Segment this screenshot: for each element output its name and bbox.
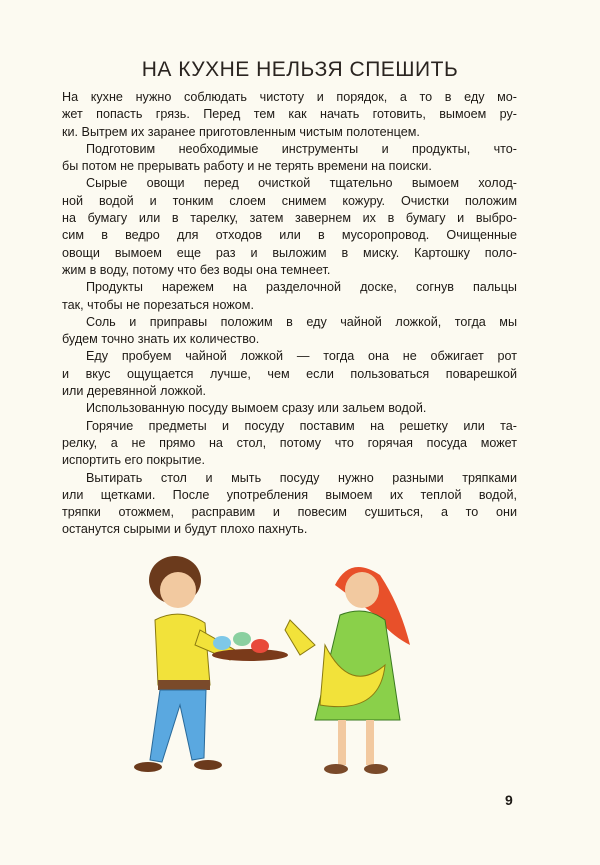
text-line: Вытирать стол и мыть посуду нужно разными тряпками <box>86 470 517 485</box>
paragraph <box>62 279 517 314</box>
page-number: 9 <box>505 792 513 808</box>
text-line: Горячие предметы и посуду поставим на решетку или та- <box>86 418 517 433</box>
text-line: останутся сырыми и будут плохо пахнуть. <box>62 522 308 537</box>
girl-figure <box>285 567 410 774</box>
text-line: На кухне нужно соблюдать чистоту и порядок, а то в еду мо- <box>62 90 517 104</box>
text-line: или деревянной ложкой. <box>62 384 207 399</box>
paragraph <box>62 89 517 141</box>
text-line: ки. Вытрем их заранее приготовленным чистым полотенцем. <box>62 124 420 139</box>
text-line: тряпки отожмем, расправим и повесим сушиться, а то они <box>62 505 517 520</box>
body-text <box>62 89 517 539</box>
text-line: будем точно знать их количество. <box>62 332 260 347</box>
text-line: так, чтобы не порезаться ножом. <box>62 297 254 312</box>
boy-figure <box>134 556 288 772</box>
text-line: сим в ведро для отходов или в мусоропровод. Очищенные <box>62 228 517 243</box>
text-line: и вкус ощущается лучше, чем если пользоваться поварешкой <box>62 366 517 381</box>
text-line: бы потом не прерывать работу и не терять времени на поиски. <box>62 159 432 174</box>
text-line: Сырые овощи перед очисткой тщательно вымоем холод- <box>86 176 517 191</box>
text-line: овощи вымоем еще раз и выложим в миску. Картошку поло- <box>62 245 517 260</box>
paragraph <box>62 348 517 400</box>
text-line: Использованную посуду вымоем сразу или зальем водой. <box>86 401 427 416</box>
text-line: Продукты нарежем на разделочной доске, согнув пальцы <box>86 280 517 295</box>
text-line: Соль и приправы положим в еду чайной ложкой, тогда мы <box>86 314 517 329</box>
text-line: Еду пробуем чайной ложкой — тогда она не обжигает рот <box>86 349 517 364</box>
text-line: жим в воду, потому что без воды она темнеет. <box>62 262 331 277</box>
text-line: Подготовим необходимые инструменты и продукты, что- <box>86 141 517 156</box>
text-line: релку, а не прямо на стол, потому что горячая посуда может <box>62 435 517 450</box>
paragraph <box>62 400 517 417</box>
paragraph <box>62 314 517 349</box>
paragraph <box>62 470 517 539</box>
text-line: на бумагу или в тарелку, затем завернем их в бумагу и выбро- <box>62 211 517 226</box>
text-line: ной водой и тонким слоем снимем кожуру. Очистки положим <box>62 193 517 208</box>
paragraph <box>62 418 517 470</box>
paragraph <box>62 141 517 176</box>
text-line: испортить его покрытие. <box>62 453 206 468</box>
text-line: жет попасть грязь. Перед тем как начать готовить, вымоем ру- <box>62 107 517 122</box>
children-illustration <box>100 545 430 790</box>
paragraph <box>62 175 517 279</box>
text-line: или щетками. После употребления вымоем их теплой водой, <box>62 487 517 502</box>
page-title: НА КУХНЕ НЕЛЬЗЯ СПЕШИТЬ <box>141 58 459 81</box>
